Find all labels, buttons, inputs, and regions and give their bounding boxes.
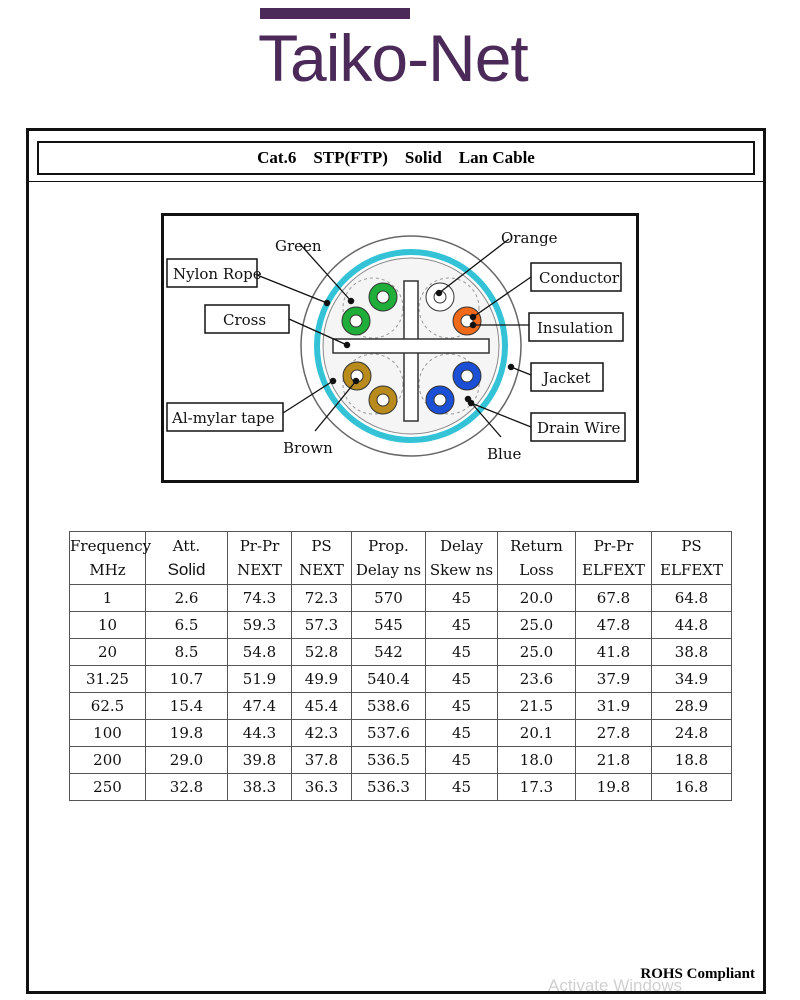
table-cell: 10 <box>70 612 146 639</box>
table-cell: 8.5 <box>146 639 228 666</box>
table-cell: 37.8 <box>292 747 352 774</box>
header-delay-skew: Delay Skew ns <box>426 532 498 585</box>
table-cell: 45 <box>426 720 498 747</box>
title-box <box>37 141 755 175</box>
table-cell: 31.25 <box>70 666 146 693</box>
header-pr-pr-elfext: Pr-Pr ELFEXT <box>576 532 652 585</box>
header-frequency: Frequency MHz <box>70 532 146 585</box>
label-insulation: Insulation <box>537 319 614 337</box>
cable-cross-section-diagram <box>161 213 639 483</box>
table-cell: 542 <box>352 639 426 666</box>
table-cell: 74.3 <box>228 585 292 612</box>
header-return-loss: Return Loss <box>498 532 576 585</box>
table-cell: 200 <box>70 747 146 774</box>
specification-table <box>69 531 732 801</box>
table-cell: 23.6 <box>498 666 576 693</box>
label-blue: Blue <box>487 445 522 463</box>
table-cell: 45 <box>426 585 498 612</box>
header-pr-pr-next: Pr-Pr NEXT <box>228 532 292 585</box>
spec-sheet <box>26 128 766 994</box>
label-cross: Cross <box>223 311 267 329</box>
table-cell: 64.8 <box>652 585 732 612</box>
table-cell: 27.8 <box>576 720 652 747</box>
table-cell: 44.3 <box>228 720 292 747</box>
sheet-title: Cat.6 STP(FTP) Solid Lan Cable <box>257 148 535 167</box>
table-cell: 538.6 <box>352 693 426 720</box>
cross-separator-horizontal <box>333 339 489 353</box>
table-cell: 570 <box>352 585 426 612</box>
header-ps-next: PS NEXT <box>292 532 352 585</box>
table-cell: 28.9 <box>652 693 732 720</box>
table-cell: 45 <box>426 693 498 720</box>
table-cell: 537.6 <box>352 720 426 747</box>
table-cell: 6.5 <box>146 612 228 639</box>
table-header-row <box>70 532 732 585</box>
table-cell: 16.8 <box>652 774 732 801</box>
table-cell: 45 <box>426 666 498 693</box>
table-cell: 47.4 <box>228 693 292 720</box>
table-cell: 20.0 <box>498 585 576 612</box>
table-cell: 67.8 <box>576 585 652 612</box>
label-green: Green <box>275 237 322 255</box>
table-cell: 36.3 <box>292 774 352 801</box>
table-row <box>70 612 732 639</box>
table-cell: 25.0 <box>498 639 576 666</box>
table-row <box>70 585 732 612</box>
table-cell: 57.3 <box>292 612 352 639</box>
table-cell: 545 <box>352 612 426 639</box>
header-ps-elfext: PS ELFEXT <box>652 532 732 585</box>
table-cell: 45 <box>426 639 498 666</box>
table-cell: 47.8 <box>576 612 652 639</box>
table-cell: 536.3 <box>352 774 426 801</box>
table-cell: 34.9 <box>652 666 732 693</box>
label-drain-wire: Drain Wire <box>537 419 621 437</box>
table-row <box>70 639 732 666</box>
table-cell: 45 <box>426 774 498 801</box>
label-jacket: Jacket <box>543 369 591 387</box>
table-cell: 38.8 <box>652 639 732 666</box>
table-cell: 19.8 <box>576 774 652 801</box>
table-cell: 52.8 <box>292 639 352 666</box>
table-cell: 45 <box>426 612 498 639</box>
table-body <box>70 585 732 801</box>
table-cell: 24.8 <box>652 720 732 747</box>
table-cell: 536.5 <box>352 747 426 774</box>
table-row <box>70 666 732 693</box>
header-prop-delay: Prop. Delay ns <box>352 532 426 585</box>
table-cell: 72.3 <box>292 585 352 612</box>
table-cell: 18.0 <box>498 747 576 774</box>
table-cell: 51.9 <box>228 666 292 693</box>
table-cell: 17.3 <box>498 774 576 801</box>
table-cell: 20.1 <box>498 720 576 747</box>
table-cell: 29.0 <box>146 747 228 774</box>
table-row <box>70 747 732 774</box>
table-row <box>70 693 732 720</box>
table-cell: 21.5 <box>498 693 576 720</box>
table-cell: 59.3 <box>228 612 292 639</box>
table-row <box>70 774 732 801</box>
table-cell: 44.8 <box>652 612 732 639</box>
table-cell: 20 <box>70 639 146 666</box>
brand-logo <box>258 8 558 96</box>
table-cell: 100 <box>70 720 146 747</box>
table-cell: 19.8 <box>146 720 228 747</box>
label-nylon-rope: Nylon Rope <box>173 265 262 283</box>
table-row <box>70 720 732 747</box>
table-cell: 45.4 <box>292 693 352 720</box>
rohs-compliant-note: ROHS Compliant <box>640 966 755 982</box>
table-cell: 62.5 <box>70 693 146 720</box>
table-cell: 42.3 <box>292 720 352 747</box>
table-cell: 41.8 <box>576 639 652 666</box>
label-conductor: Conductor <box>539 269 620 287</box>
table-cell: 31.9 <box>576 693 652 720</box>
table-cell: 15.4 <box>146 693 228 720</box>
table-cell: 10.7 <box>146 666 228 693</box>
label-brown: Brown <box>283 439 333 457</box>
table-cell: 18.8 <box>652 747 732 774</box>
table-cell: 54.8 <box>228 639 292 666</box>
table-cell: 21.8 <box>576 747 652 774</box>
title-divider <box>29 181 763 182</box>
logo-bar <box>260 8 410 19</box>
table-cell: 37.9 <box>576 666 652 693</box>
label-orange: Orange <box>501 229 558 247</box>
windows-activation-watermark: Activate Windows <box>548 976 683 995</box>
table-cell: 45 <box>426 747 498 774</box>
label-al-mylar-tape: Al-mylar tape <box>172 409 275 427</box>
table-cell: 2.6 <box>146 585 228 612</box>
table-cell: 25.0 <box>498 612 576 639</box>
table-cell: 540.4 <box>352 666 426 693</box>
table-cell: 38.3 <box>228 774 292 801</box>
header-attenuation: Att. Solid <box>146 532 228 585</box>
table-cell: 1 <box>70 585 146 612</box>
table-cell: 250 <box>70 774 146 801</box>
table-cell: 32.8 <box>146 774 228 801</box>
brand-name: Taiko-Net <box>258 21 528 95</box>
table-cell: 49.9 <box>292 666 352 693</box>
table-cell: 39.8 <box>228 747 292 774</box>
